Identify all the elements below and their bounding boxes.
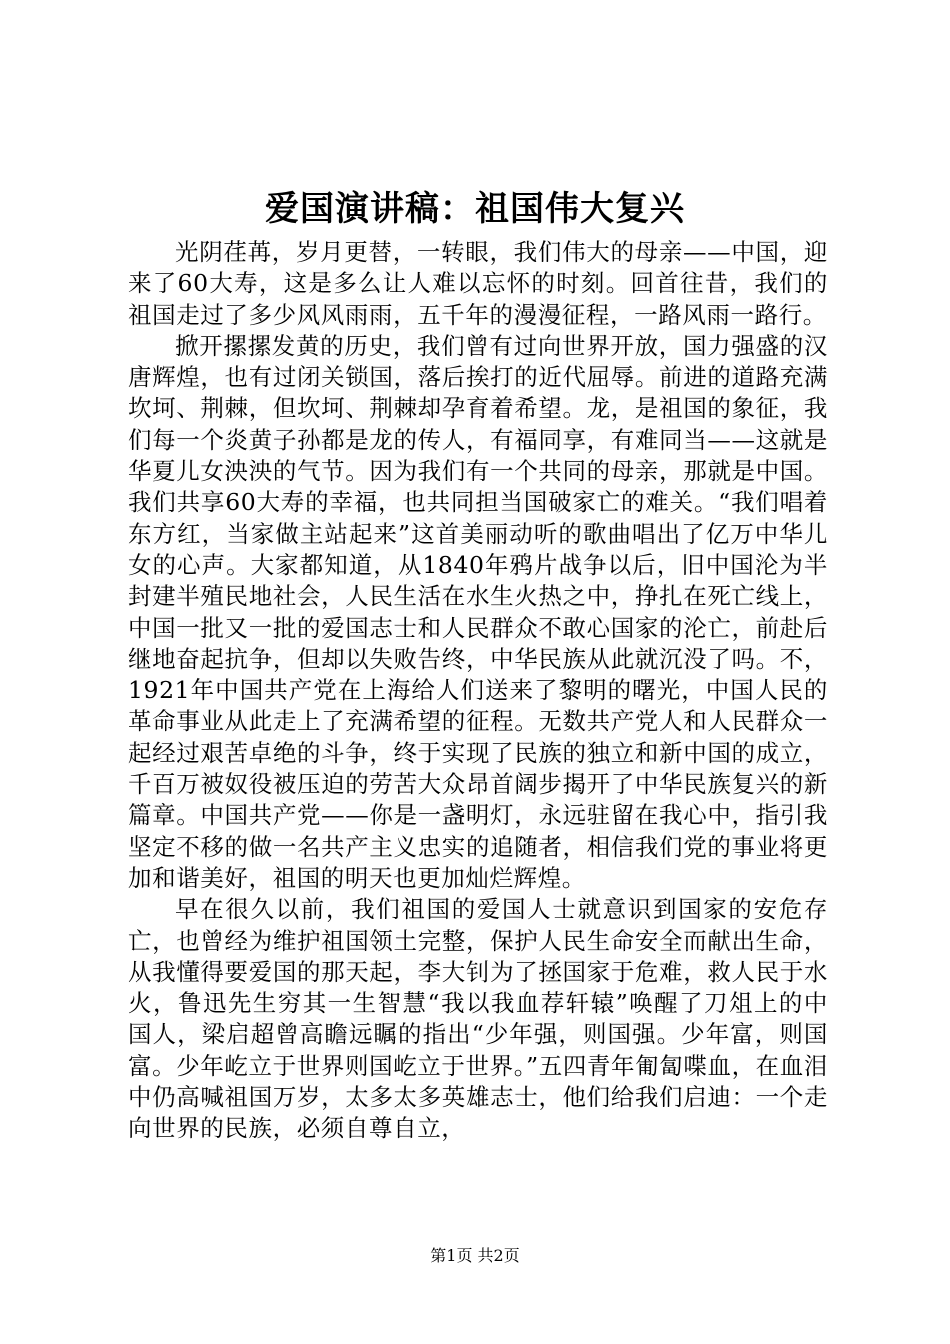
paragraph-1: 光阴荏苒，岁月更替，一转眼，我们伟大的母亲——中国，迎来了60大寿，这是多么让人难以忘怀的时刻。回首往昔，我们的祖国走过了多少风风雨雨，五千年的漫漫征程，一路风雨一路行。 (128, 238, 828, 329)
document-title: 爱国演讲稿：祖国伟大复兴 (265, 189, 685, 229)
paragraph-3: 早在很久以前，我们祖国的爱国人士就意识到国家的安危存亡，也曾经为维护祖国领土完整，保护人民生命安全而献出生命，从我懂得要爱国的那天起，李大钊为了拯国家于危难，救人民于水火，鲁迅先生穷其一生智慧“我以我血荐轩辕”唤醒了刀俎上的中国人，梁启超曾高瞻远瞩的指出“少年强，则国强。少年富，则国富。少年屹立于世界则国屹立于世界。”五四青年匍匐喋血，在血泪中仍高喊祖国万岁，太多太多英雄志士，他们给我们启迪：一个走向世界的民族，必须自尊自立， (128, 895, 828, 1143)
page-number-footer: 第1页 共2页 (430, 1246, 520, 1265)
document-body (128, 237, 828, 1145)
paragraph-2: 掀开摞摞发黄的历史，我们曾有过向世界开放，国力强盛的汉唐辉煌，也有过闭关锁国，落后挨打的近代屈辱。前进的道路充满坎坷、荆棘，但坎坷、荆棘却孕育着希望。龙，是祖国的象征，我们每一个炎黄子孙都是龙的传人，有福同享，有难同当——这就是华夏儿女泱泱的气节。因为我们有一个共同的母亲，那就是中国。我们共享60大寿的幸福，也共同担当国破家亡的难关。“我们唱着东方红，当家做主站起来”这首美丽动听的歌曲唱出了亿万中华儿女的心声。大家都知道，从1840年鸦片战争以后，旧中国沦为半封建半殖民地社会，人民生活在水生火热之中，挣扎在死亡线上，中国一批又一批的爱国志士和人民群众不敢心国家的沦亡，前赴后继地奋起抗争，但却以失败告终，中华民族从此就沉没了吗。不，1921年中国共产党在上海给人们送来了黎明的曙光，中国人民的革命事业从此走上了充满希望的征程。无数共产党人和人民群众一起经过艰苦卓绝的斗争，终于实现了民族的独立和新中国的成立，千百万被奴役被压迫的劳苦大众昂首阔步揭开了中华民族复兴的新篇章。中国共产党——你是一盏明灯，永远驻留在我心中，指引我坚定不移的做一名共产主义忠实的追随者，相信我们党的事业将更加和谐美好，祖国的明天也更加灿烂辉煌。 (128, 331, 828, 892)
